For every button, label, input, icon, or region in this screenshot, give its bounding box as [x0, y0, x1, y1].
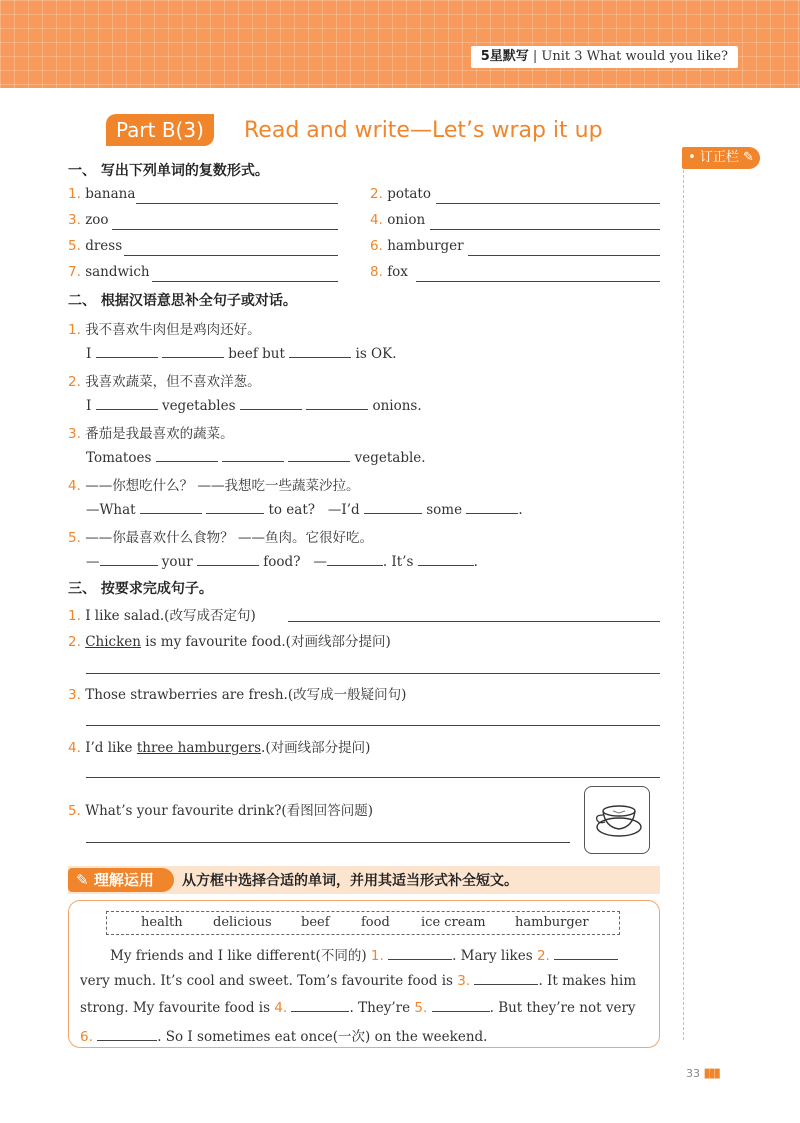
blank[interactable] — [100, 552, 158, 566]
rewrite-item: 3. Those strawberries are fresh.(改写成一般疑问句) — [68, 687, 407, 703]
word-item: 4. onion — [370, 212, 426, 228]
correction-label: 订正栏 — [699, 150, 739, 165]
word-item: 1. banana — [68, 186, 136, 202]
fill-sentence: I beef but is OK. — [86, 346, 397, 362]
answer-line[interactable] — [86, 777, 660, 778]
word-bank-item: food — [361, 915, 390, 930]
answer-line[interactable] — [436, 203, 660, 204]
blank[interactable] — [206, 500, 264, 514]
section3-heading: 三、 按要求完成句子。 — [68, 581, 213, 597]
blank[interactable] — [288, 448, 350, 462]
word-bank-item: beef — [301, 915, 330, 930]
word-bank-item: delicious — [213, 915, 272, 930]
section2-heading: 二、 根据汉语意思补全句子或对话。 — [68, 293, 297, 309]
page-number: 33 ▮▮▮ — [686, 1066, 719, 1081]
blank[interactable] — [156, 448, 218, 462]
blank[interactable] — [240, 396, 302, 410]
brand-label: 5星默写 — [480, 49, 529, 64]
blank[interactable] — [96, 344, 158, 358]
fill-sentence: —What to eat? —I’d some . — [86, 502, 523, 518]
rewrite-item: 5. What’s your favourite drink?(看图回答问题) — [68, 803, 373, 819]
part-badge: Part B(3) — [106, 114, 214, 146]
correction-tag — [682, 147, 760, 169]
blank[interactable] — [96, 396, 158, 410]
answer-line[interactable] — [86, 673, 660, 674]
word-item: 6. hamburger — [370, 238, 464, 254]
answer-line[interactable] — [416, 281, 660, 282]
answer-line[interactable] — [152, 281, 338, 282]
blank[interactable] — [364, 500, 422, 514]
blank[interactable] — [432, 998, 490, 1012]
blank[interactable] — [97, 1027, 157, 1041]
rewrite-item: 2. Chicken is my favourite food.(对画线部分提问) — [68, 634, 391, 650]
answer-line[interactable] — [136, 203, 338, 204]
passage-line: very much. It’s cool and sweet. Tom’s favourite food is 3. . It makes him — [80, 973, 637, 989]
section1-heading: 一、 写出下列单词的复数形式。 — [68, 163, 269, 179]
word-item: 3. zoo — [68, 212, 109, 228]
teacup-icon — [585, 787, 649, 853]
unit-title: | Unit 3 What would you like? — [532, 49, 728, 64]
blank[interactable] — [222, 448, 284, 462]
part-title: Read and write—Let’s wrap it up — [244, 118, 603, 143]
blank[interactable] — [306, 396, 368, 410]
unit-label — [471, 46, 738, 68]
answer-line[interactable] — [86, 725, 660, 726]
fill-sentence: I vegetables onions. — [86, 398, 422, 414]
header-band — [0, 0, 800, 88]
rewrite-item: 4. I’d like three hamburgers.(对画线部分提问) — [68, 740, 371, 756]
cn-prompt: 2. 我喜欢蔬菜，但不喜欢洋葱。 — [68, 374, 261, 390]
books-icon: ▮▮▮ — [703, 1066, 719, 1081]
answer-line[interactable] — [288, 621, 660, 622]
word-bank — [106, 911, 620, 935]
blank[interactable] — [418, 552, 474, 566]
word-item: 7. sandwich — [68, 264, 150, 280]
answer-line[interactable] — [86, 842, 570, 843]
passage-line: My friends and I like different(不同的) 1. . Mary likes 2. — [110, 944, 618, 964]
cn-prompt: 1. 我不喜欢牛肉但是鸡肉还好。 — [68, 322, 261, 338]
word-item: 8. fox — [370, 264, 408, 280]
reading-badge — [68, 868, 174, 892]
blank[interactable] — [291, 998, 349, 1012]
fill-sentence: — your food? — . It’s . — [86, 554, 478, 570]
word-bank-item: ice cream — [421, 915, 486, 930]
word-bank-item: health — [141, 915, 183, 930]
passage-line: 6. . So I sometimes eat once(一次) on the weekend. — [80, 1029, 488, 1045]
blank[interactable] — [289, 344, 351, 358]
edit-icon: ✎ — [76, 871, 89, 889]
answer-line[interactable] — [124, 255, 338, 256]
reading-instruction: 从方框中选择合适的单词，并用其适当形式补全短文。 — [182, 873, 518, 889]
dot-icon: • — [688, 150, 696, 165]
blank[interactable] — [388, 946, 452, 960]
blank[interactable] — [162, 344, 224, 358]
cn-prompt: 4. ——你想吃什么？ ——我想吃一些蔬菜沙拉。 — [68, 478, 360, 494]
cn-prompt: 3. 番茄是我最喜欢的蔬菜。 — [68, 426, 234, 442]
word-item: 2. potato — [370, 186, 431, 202]
blank[interactable] — [327, 552, 383, 566]
rewrite-item: 1. I like salad.(改写成否定句) — [68, 608, 256, 624]
answer-line[interactable] — [430, 229, 660, 230]
cn-prompt: 5. ——你最喜欢什么食物？ ——鱼肉。它很好吃。 — [68, 530, 373, 546]
fill-sentence: Tomatoes vegetable. — [86, 450, 426, 466]
drink-picture — [584, 786, 650, 854]
answer-line[interactable] — [468, 255, 660, 256]
blank[interactable] — [140, 500, 202, 514]
pencil-icon: ✎ — [743, 150, 754, 165]
reading-label: 理解运用 — [93, 871, 154, 889]
word-bank-item: hamburger — [515, 915, 589, 930]
word-item: 5. dress — [68, 238, 123, 254]
passage-line: strong. My favourite food is 4. . They’re 5. . But they’re not very — [80, 1000, 636, 1016]
blank[interactable] — [474, 971, 538, 985]
blank[interactable] — [466, 500, 518, 514]
correction-divider — [683, 170, 684, 1040]
answer-line[interactable] — [112, 229, 338, 230]
blank[interactable] — [554, 946, 618, 960]
blank[interactable] — [197, 552, 259, 566]
